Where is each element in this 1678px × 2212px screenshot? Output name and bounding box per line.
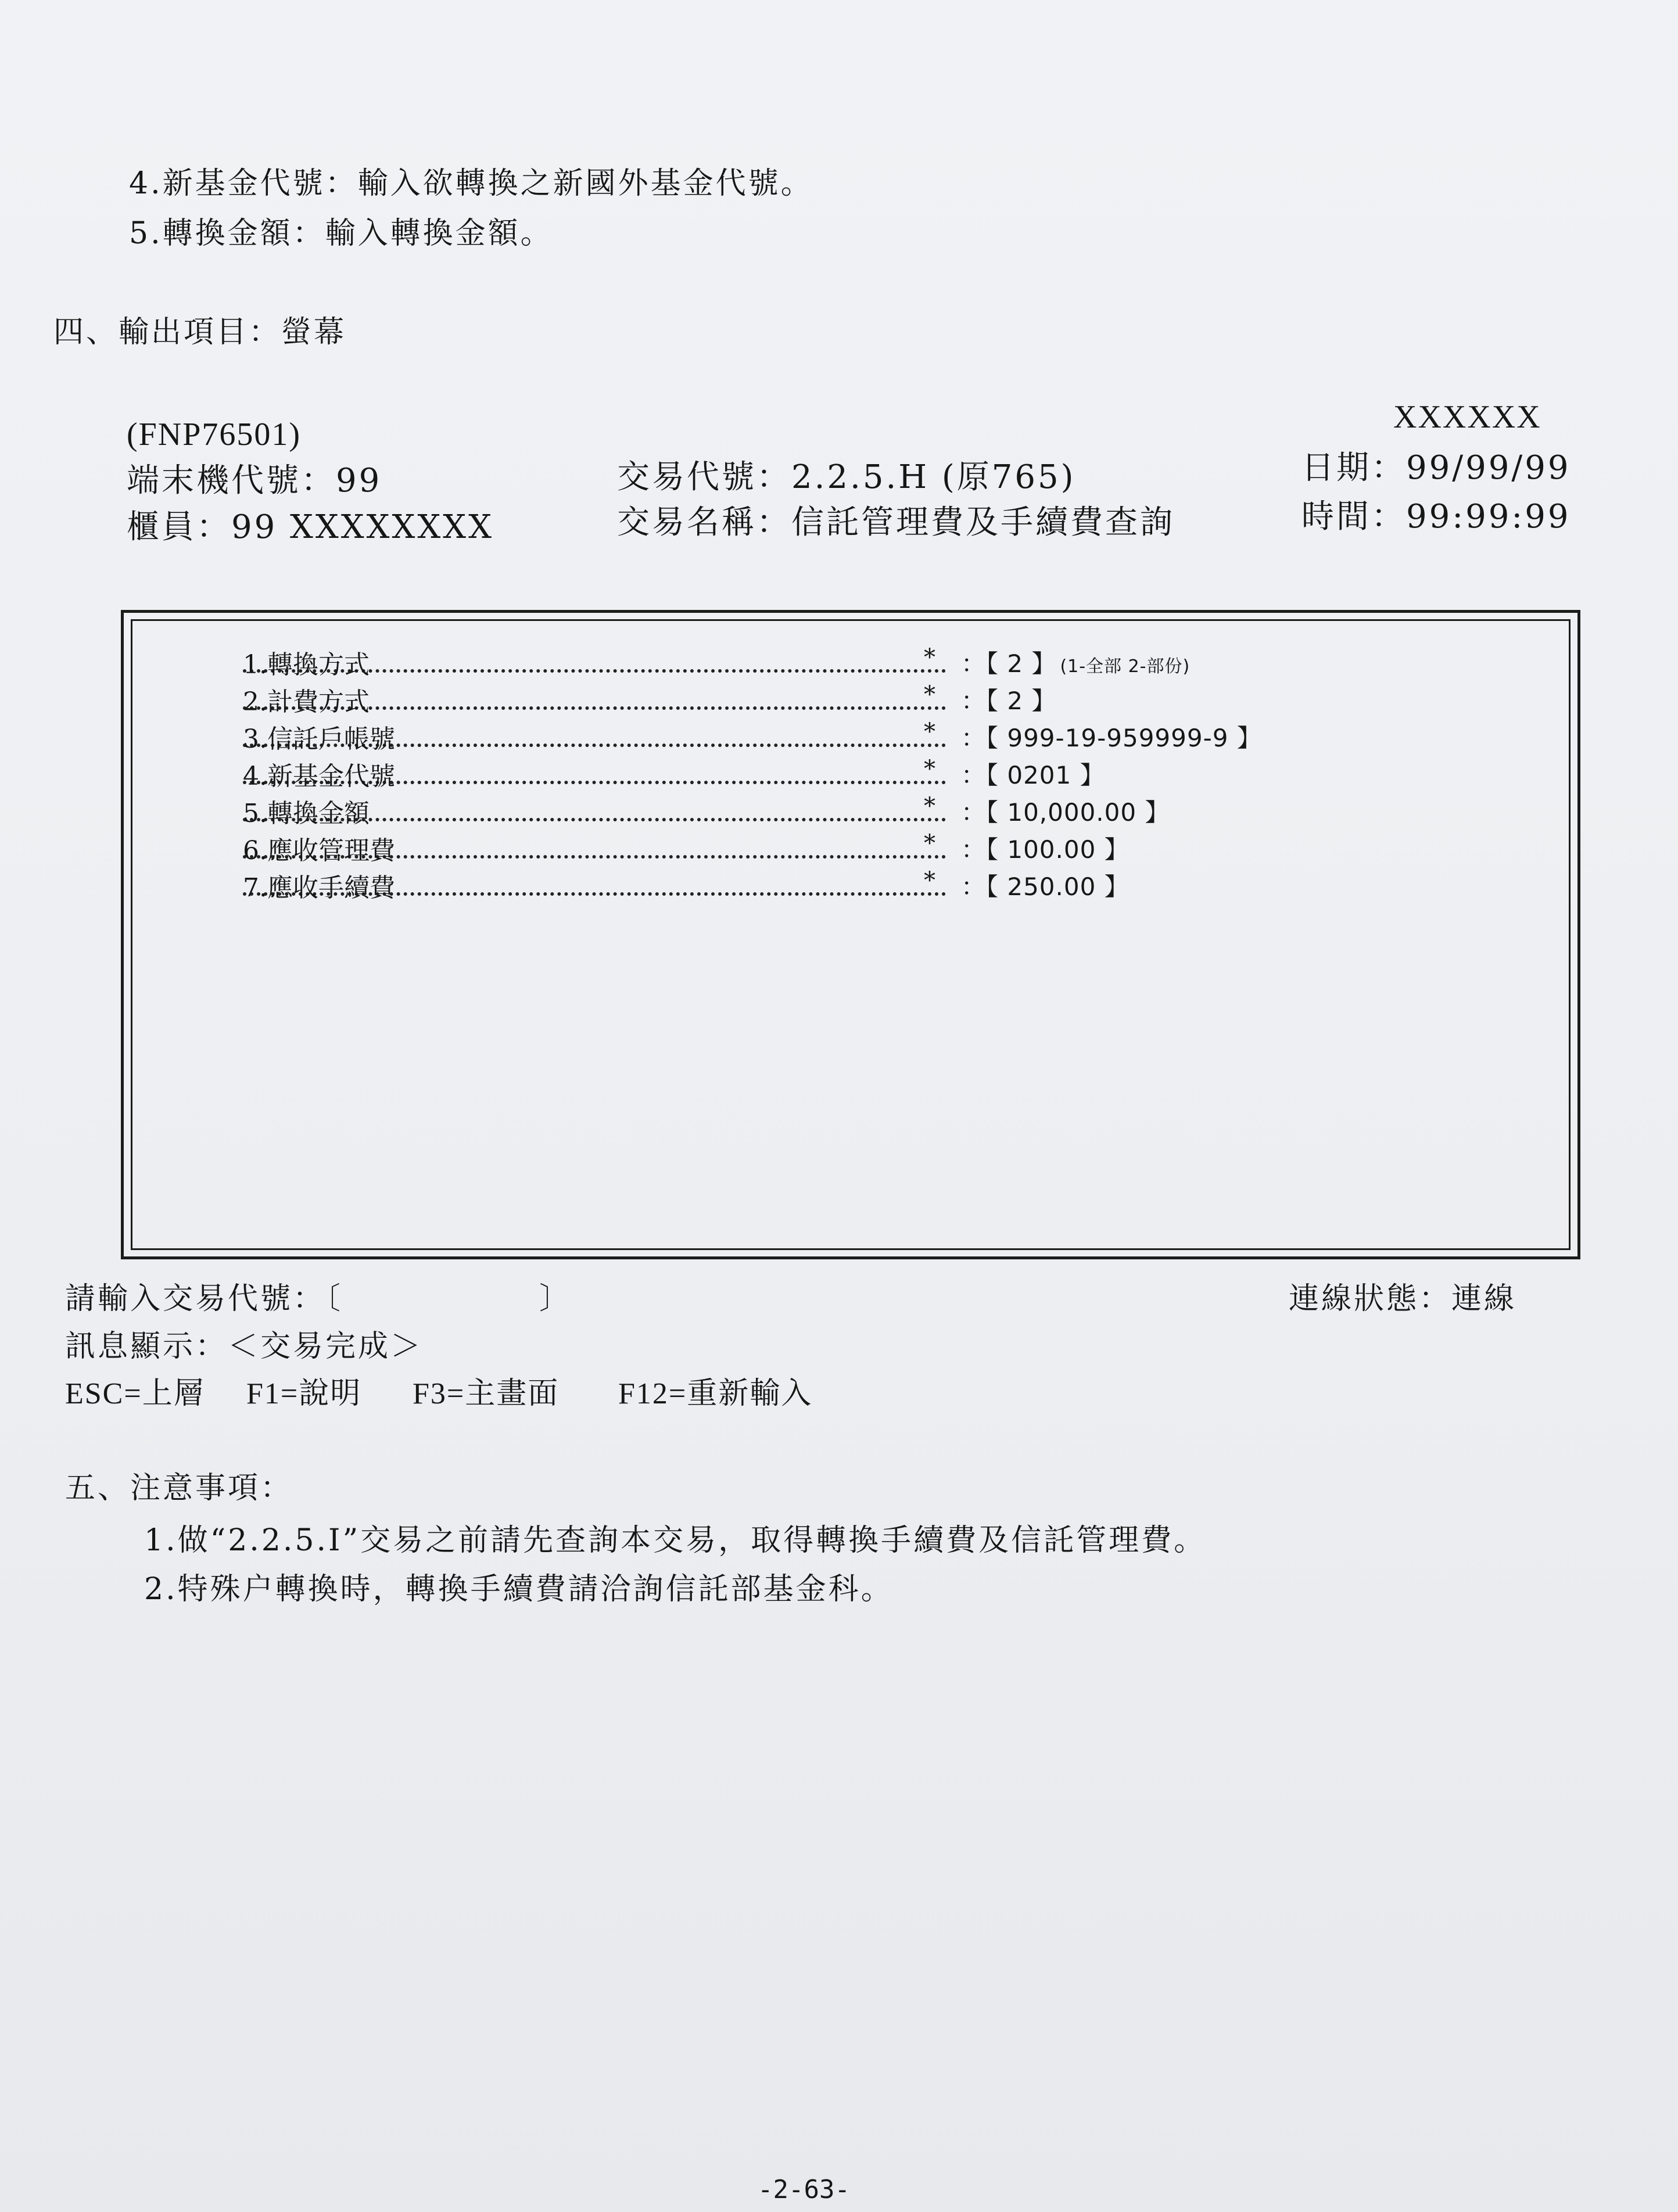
- required-marker: *: [924, 867, 935, 894]
- required-marker: *: [924, 756, 935, 782]
- note-item-1: 1.做“2.2.5.I”交易之前請先查詢本交易，取得轉換手續費及信託管理費。: [144, 1523, 1207, 1558]
- field-value: [961, 645, 1190, 680]
- field-label: 3.信託戶帳號: [243, 724, 395, 754]
- section-notes-title: 五、注意事項：: [65, 1471, 293, 1506]
- field-value: ：【 100.00 】: [961, 835, 1130, 864]
- required-marker: *: [924, 644, 935, 671]
- teller-id: 櫃員：99 XXXXXXXX: [127, 508, 494, 546]
- required-marker: *: [924, 719, 935, 745]
- field-value-text: ：【 2 】: [961, 649, 1057, 678]
- transaction-name: 交易名稱：信託管理費及手續費查詢: [617, 504, 1175, 541]
- screen-date: 日期：99/99/99: [1301, 449, 1571, 487]
- message-display: 訊息顯示：＜交易完成＞: [65, 1329, 424, 1364]
- transaction-input-prompt: 請輸入交易代號：〔: [65, 1281, 343, 1316]
- key-f12[interactable]: F12=重新輸入: [618, 1377, 813, 1410]
- key-esc[interactable]: ESC=上層: [65, 1377, 205, 1410]
- key-f1[interactable]: F1=說明: [246, 1377, 362, 1410]
- field-hint: (1-全部 2-部份): [1060, 656, 1191, 677]
- screen-id: (FNP76501): [127, 416, 302, 453]
- transaction-input-close: 〕: [539, 1281, 572, 1316]
- intro-item-5: 5.轉換金額：輸入轉換金額。: [129, 216, 553, 251]
- field-label: 5.轉換金額: [243, 799, 370, 828]
- screen-time: 時間：99:99:99: [1301, 498, 1571, 536]
- field-label: 7.應收手續費: [243, 873, 395, 903]
- field-label: 1.轉換方式: [243, 650, 370, 680]
- required-marker: *: [924, 793, 935, 820]
- terminal-id: 端末機代號：99: [127, 462, 382, 500]
- field-value: ：【 999-19-959999-9 】: [961, 724, 1262, 752]
- field-label: 6.應收管理費: [243, 836, 395, 866]
- required-marker: *: [924, 830, 935, 857]
- field-value: ：【 0201 】: [961, 761, 1105, 789]
- page-number: -2-63-: [758, 2175, 850, 2204]
- field-value: ：【 250.00 】: [961, 872, 1130, 901]
- field-label: 4.新基金代號: [243, 762, 395, 791]
- intro-item-4: 4.新基金代號：輸入欲轉換之新國外基金代號。: [129, 166, 813, 201]
- top-right-code: XXXXXX: [1393, 399, 1541, 435]
- field-label: 2.計費方式: [243, 687, 370, 717]
- transaction-input-field[interactable]: [363, 1284, 554, 1316]
- key-f3[interactable]: F3=主畫面: [413, 1377, 560, 1410]
- transaction-code: 交易代號：2.2.5.H (原765): [617, 458, 1076, 496]
- required-marker: *: [924, 681, 935, 708]
- note-item-2: 2.特殊户轉換時，轉換手續費請洽詢信託部基金科。: [144, 1572, 894, 1607]
- field-value: ：【 10,000.00 】: [961, 798, 1170, 827]
- section-output-title: 四、輸出項目：螢幕: [53, 315, 347, 350]
- connection-status: 連線狀態：連線: [1289, 1281, 1517, 1316]
- field-value: ：【 2 】: [961, 687, 1057, 715]
